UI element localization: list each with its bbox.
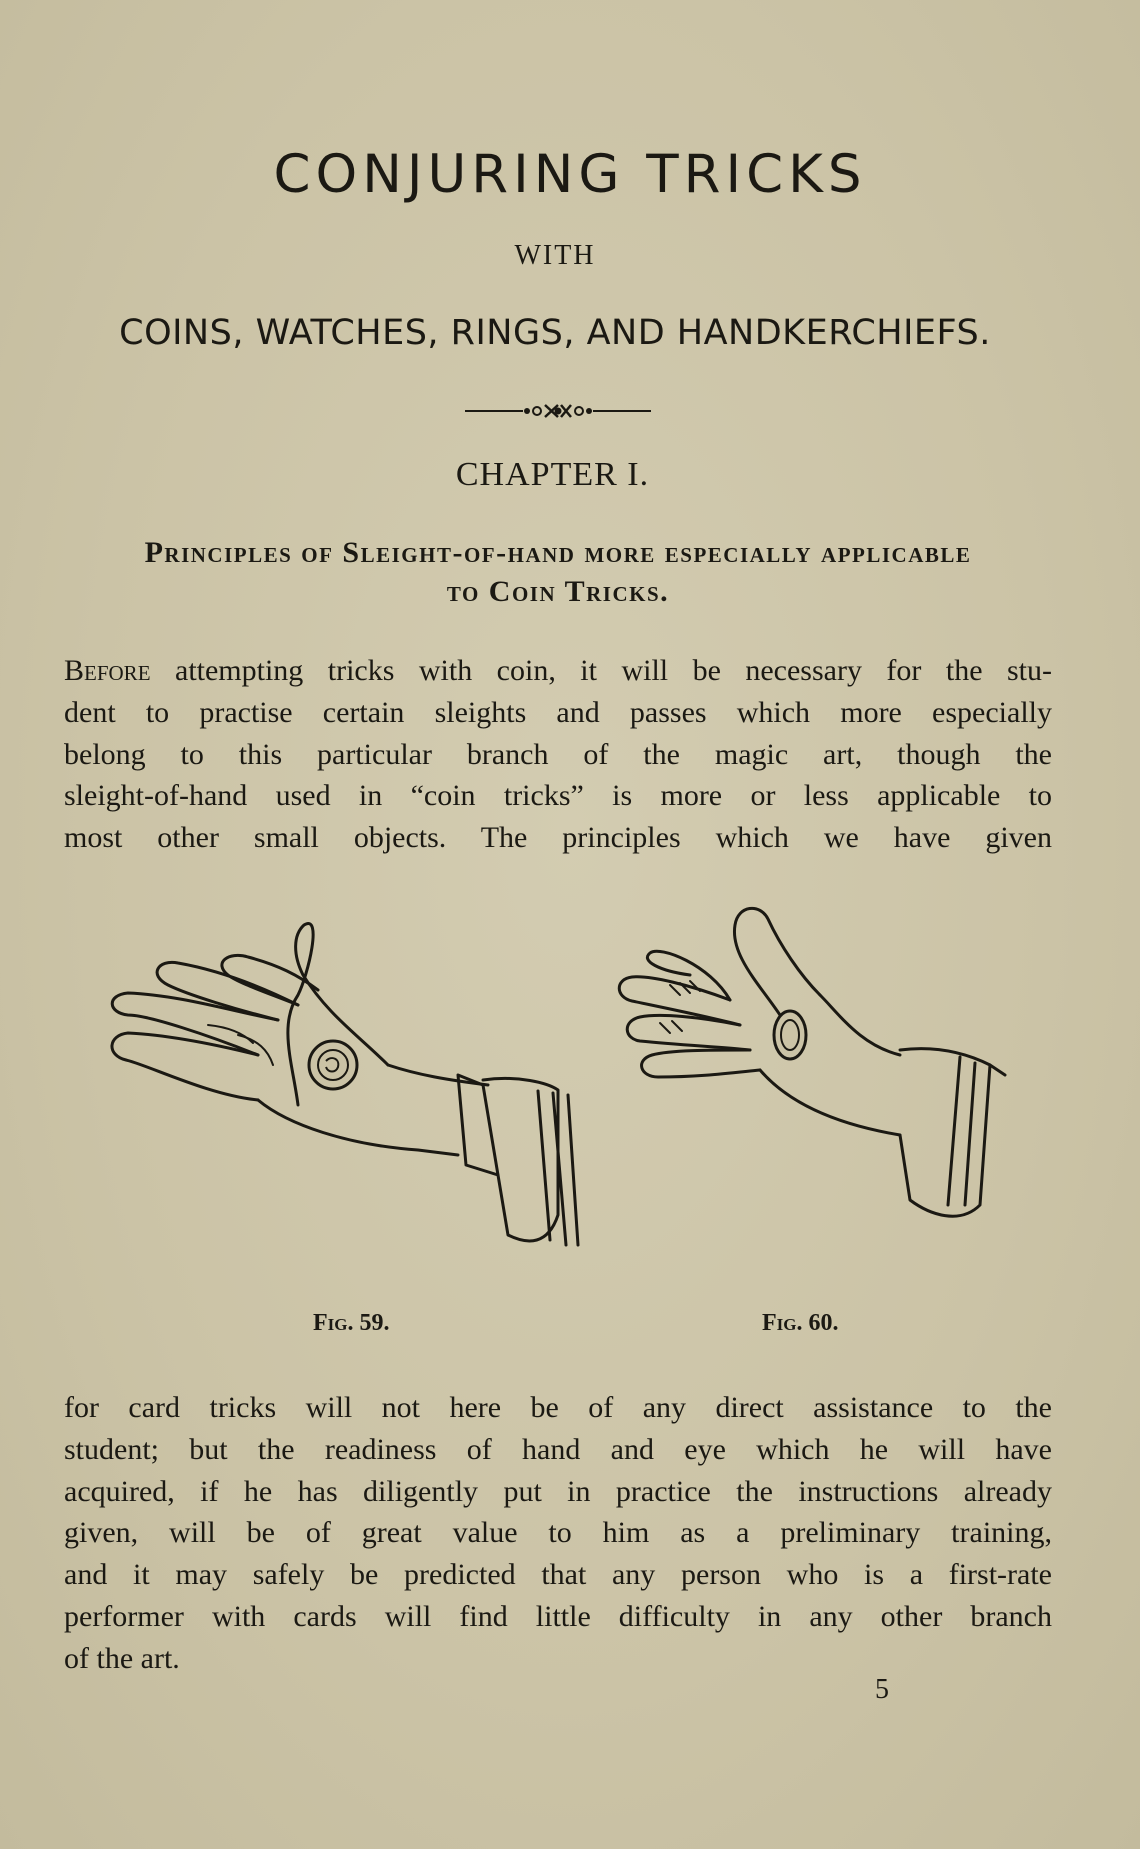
paragraph-2-line-2: student; but the readiness of hand and eye which he will have: [64, 1432, 1052, 1466]
hand-back-coin-icon: [610, 905, 1030, 1275]
coin-icon: [309, 1041, 357, 1089]
chapter-label: CHAPTER I.: [455, 456, 650, 493]
chapter-heading-line1: Principles of Sleight-of-hand more especially applicable: [144, 536, 972, 569]
hand-palm-coin-icon: [88, 915, 588, 1305]
paragraph-2-line-1: for card tricks will not here be of any direct assistance to the: [64, 1391, 1052, 1424]
paragraph-2-line-3: acquired, if he has diligently put in practice the instructions already: [64, 1474, 1052, 1508]
paragraph-2-line-7: of the art.: [64, 1641, 180, 1675]
drop-lead-word: Before: [64, 654, 151, 687]
paragraph-2: [64, 1387, 1052, 1680]
paragraph-1-line-1: Before attempting tricks with coin, it will be necessary for the stu-: [64, 654, 1052, 687]
paragraph-2-line-5: and it may safely be predicted that any person who is a first-rate: [64, 1558, 1052, 1592]
paragraph-1: [64, 650, 1052, 859]
figure-60-caption: Fig. 60.: [762, 1310, 839, 1336]
title-connector: WITH: [514, 240, 596, 271]
book-title: CONJURING TRICKS: [273, 144, 867, 205]
figure-59-caption: Fig. 59.: [313, 1310, 390, 1336]
chapter-heading-line2: to Coin Tricks.: [446, 575, 670, 608]
paragraph-1-line-5: most other small objects. The principles which we have given: [64, 821, 1052, 855]
paragraph-2-line-6: performer with cards will find little difficulty in any other branch: [64, 1599, 1052, 1633]
paragraph-1-line-4: sleight-of-hand used in “coin tricks” is more or less applicable to: [64, 779, 1052, 813]
paragraph-1-line-2: dent to practise certain sleights and passes which more especially: [64, 695, 1052, 729]
paragraph-1-line-3: belong to this particular branch of the magic art, though the: [64, 737, 1052, 771]
page-number: 5: [875, 1674, 889, 1705]
ornament-divider-icon: [463, 400, 653, 422]
book-subtitle: COINS, WATCHES, RINGS, AND HANDKERCHIEFS.: [119, 313, 991, 353]
coin-icon: [774, 1011, 806, 1059]
paragraph-2-line-4: given, will be of great value to him as a preliminary training,: [64, 1516, 1052, 1550]
